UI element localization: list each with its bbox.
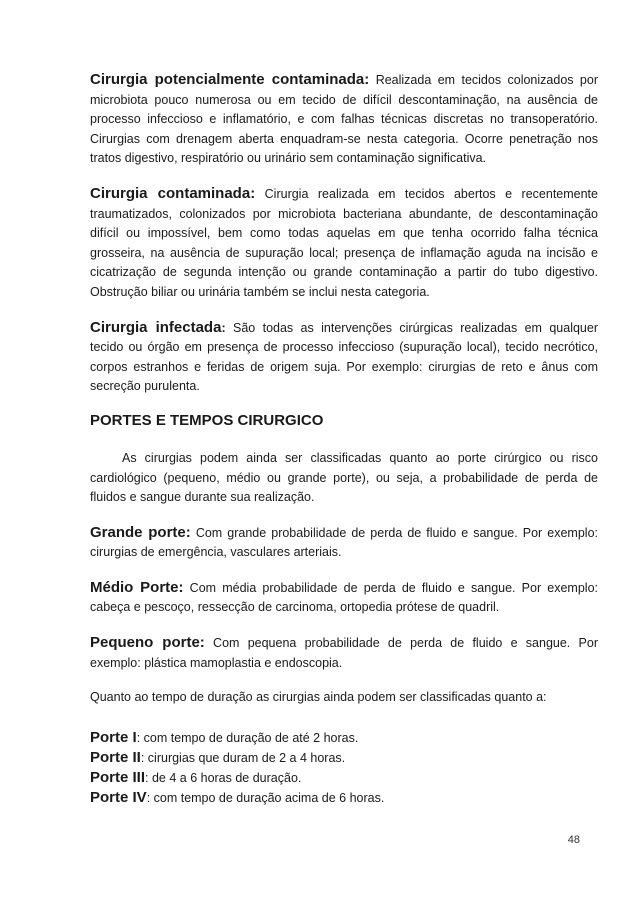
text-medio-porte: Com média probabilidade de perda de fluido e sangue. Por exemplo: cabeça e pescoço, ressecção de carcinoma, ortopedia prótese de quadril. xyxy=(90,580,599,615)
page-number: 48 xyxy=(567,834,580,846)
term-medio-porte: Médio Porte: xyxy=(90,578,184,596)
intro-paragraph: As cirurgias podem ainda ser classificadas quanto ao porte cirúrgico ou risco cardiológico (pequeno, médio ou grande porte), ou seja, a probabilidade de perda de fluidos e sangue durante sua realização. xyxy=(90,450,598,505)
porte-term: Porte III xyxy=(90,768,146,786)
text-contaminada: Cirurgia realizada em tecidos abertos e recentemente traumatizados, colonizados por microbiota bacteriana abundante, de descontaminação difícil ou impossível, bem como todas aquelas em que tenha ocorrido falha técnica grosseira, na ausência de supuração local; presença de inflamação aguda na incisão e cicatrização de segunda intenção ou grande contaminação a partir do tubo digestivo. Obstrução biliar ou urinária também se inclui nesta categoria. xyxy=(90,186,598,299)
paragraph-contaminada xyxy=(90,184,598,303)
term-grande-porte: Grande porte: xyxy=(90,523,191,541)
porte-term: Porte IV xyxy=(90,788,147,806)
text-potencialmente-contaminada: Realizada em tecidos colonizados por microbiota pouco numerosa ou em tecido de difícil descontaminação, na ausência de processo infeccioso e inflamatório, e com falhas técnicas discretas no transoperatório. Cirurgias com drenagem aberta enquadram-se nesta categoria. Ocorre penetração nos tratos digestivo, respiratório ou urinário sem contaminação significativa. xyxy=(90,73,598,166)
porte-term: Porte I xyxy=(90,728,137,746)
text-grande-porte: Com grande probabilidade de perda de fluido e sangue. Por exemplo: cirurgias de emergência, vasculares arteriais. xyxy=(90,525,598,560)
text-pequeno-porte: Com pequena probabilidade de perda de fluido e sangue. Por exemplo: plástica mamoplastia e endoscopia. xyxy=(90,636,598,670)
list-item xyxy=(90,748,598,768)
porte-term: Porte II xyxy=(90,748,141,766)
list-item xyxy=(90,768,598,788)
paragraph-potencialmente-contaminada xyxy=(90,70,598,169)
tempo-intro: Quanto ao tempo de duração as cirurgias ainda podem ser classificadas quanto a: xyxy=(90,690,547,705)
text-infectada: São todas as intervenções cirúrgicas realizadas em qualquer tecido ou órgão em presença de processo infeccioso (supuração local), tecido necrótico, corpos estranhos e feridas de origem suja. Por exemplo: cirurgias de reto e ânus com secreção purulenta. xyxy=(90,320,599,394)
section-heading: PORTES E TEMPOS CIRURGICO xyxy=(90,411,324,429)
list-item xyxy=(90,728,598,748)
paragraph-infectada xyxy=(90,318,598,397)
term-infectada: Cirurgia infectada xyxy=(90,318,222,336)
porte-text: : com tempo de duração acima de 6 horas. xyxy=(146,790,385,805)
porte-text: : de 4 a 6 horas de duração. xyxy=(145,770,302,785)
term-pequeno-porte: Pequeno porte: xyxy=(90,634,205,652)
term-infectada-colon: : xyxy=(221,320,226,335)
porte-tempo-list xyxy=(90,728,598,808)
paragraph-medio-porte xyxy=(90,578,598,618)
term-contaminada: Cirurgia contaminada: xyxy=(90,184,256,202)
porte-text: : cirurgias que duram de 2 a 4 horas. xyxy=(140,750,346,765)
page-content xyxy=(90,70,598,808)
paragraph-grande-porte xyxy=(90,523,598,563)
list-item xyxy=(90,788,598,808)
paragraph-pequeno-porte xyxy=(90,633,598,673)
term-potencialmente-contaminada: Cirurgia potencialmente contaminada: xyxy=(90,71,370,88)
porte-text: : com tempo de duração de até 2 horas. xyxy=(136,730,359,745)
